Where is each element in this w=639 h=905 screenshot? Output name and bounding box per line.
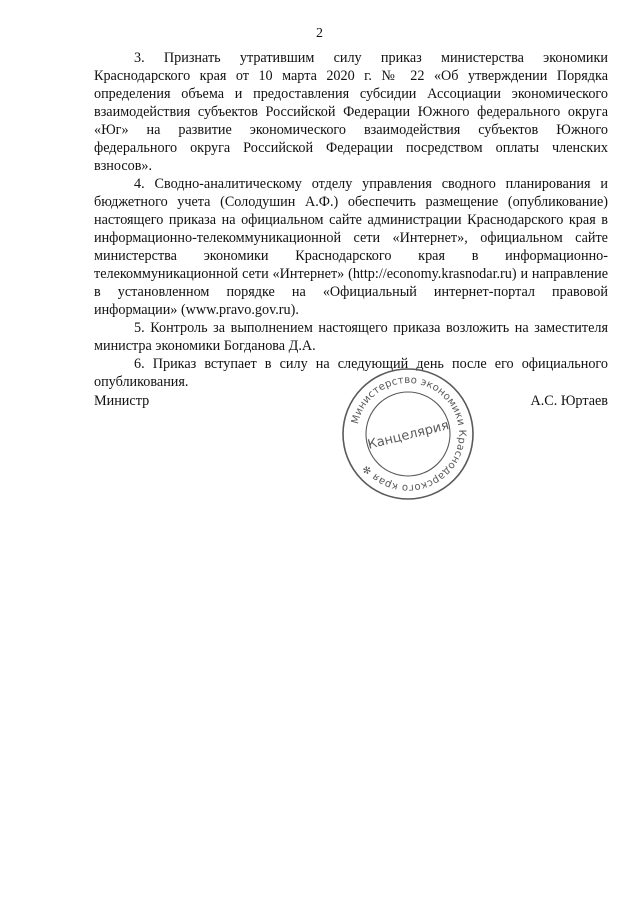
paragraph-4: 4. Сводно-аналитическому отделу управления сводного планирования и бюджетного учета (Солодушин А.Ф.) обеспечить размещение (опубликование) настоящего приказа на официальном сайте администрации Краснодарского края в информационно-телекоммуникационной сети «Интернет», официальном сайте министерства экономики Краснодарского края в информационно-телекоммуникационной сети «Интернет» (http://economy.krasnodar.ru) и направление в установленном порядке на «Официальный интернет-портал правовой информации» (www.pravo.gov.ru). xyxy=(94,176,608,318)
paragraph-3: 3. Признать утратившим силу приказ министерства экономики Краснодарского края от 10 марта 2020 г. № 22 «Об утверждении Порядка определения объема и предоставления субсидии Ассоциации экономического взаимодействия субъектов Российской Федерации Южного федерального округа «Юг» на развитие экономического взаимодействия субъектов Южного федерального округа Российской Федерации посредством оплаты членских взносов». xyxy=(94,50,608,174)
document-body xyxy=(94,49,608,391)
page-number: 2 xyxy=(316,26,323,41)
paragraph-6: 6. Приказ вступает в силу на следующий день после его официального опубликования. xyxy=(94,356,608,390)
signature-name: А.С. Юртаев xyxy=(530,393,608,409)
paragraph-5: 5. Контроль за выполнением настоящего приказа возложить на заместителя министра экономики Богданова Д.А. xyxy=(94,320,608,354)
stamp-ring-textpath: Министерство экономики Краснодарского края ✻ xyxy=(350,374,468,494)
stamp-center-text: Канцелярия xyxy=(366,418,451,453)
signature-role: Министр xyxy=(94,393,150,409)
office-stamp xyxy=(340,366,476,502)
